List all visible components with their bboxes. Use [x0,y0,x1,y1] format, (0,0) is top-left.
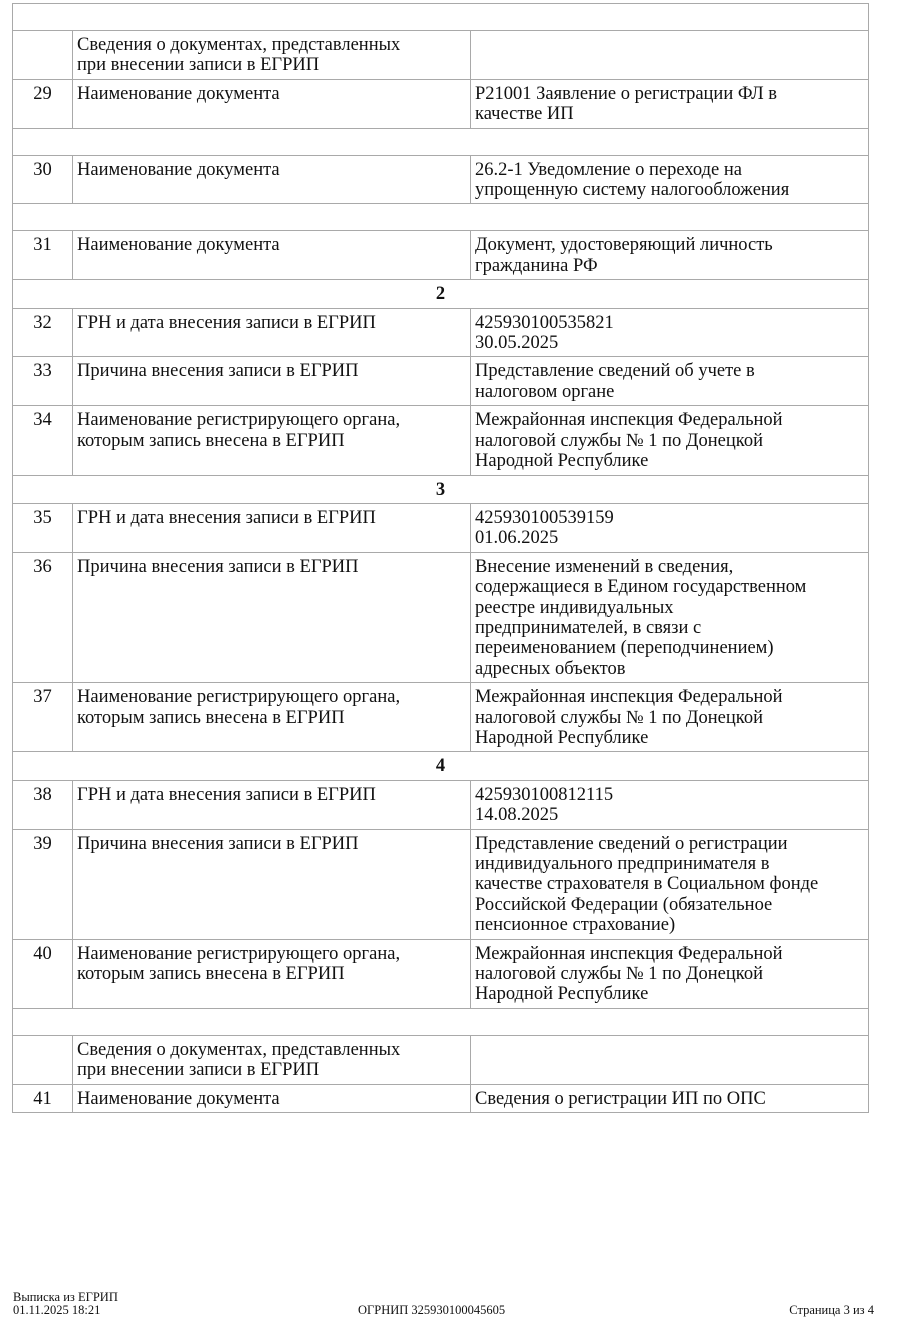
row-number [13,1035,73,1084]
field-value: 425930100812115 14.08.2025 [471,780,869,829]
table-row [13,683,869,752]
field-label: Сведения о документах, представленных при внесении записи в ЕГРИП [73,1035,471,1084]
field-label: Наименование регистрирующего органа, которым запись внесена в ЕГРИП [73,683,471,752]
field-label: Наименование регистрирующего органа, которым запись внесена в ЕГРИП [73,939,471,1008]
row-number: 40 [13,939,73,1008]
field-value: Межрайонная инспекция Федеральной налоговой службы № 1 по Донецкой Народной Республике [471,406,869,475]
row-number: 33 [13,357,73,406]
field-label: Сведения о документах, представленных при внесении записи в ЕГРИП [73,31,471,80]
field-value: Внесение изменений в сведения, содержащиеся в Едином государственном реестре индивидуальных предпринимателей, в связи с переименованием (переподчинением) адресных объектов [471,552,869,682]
field-value: Представление сведений о регистрации индивидуального предпринимателя в качестве страхователя в Социальном фонде Российской Федерации (обязательное пенсионное страхование) [471,829,869,939]
field-label: ГРН и дата внесения записи в ЕГРИП [73,503,471,552]
row-number: 41 [13,1084,73,1112]
row-number: 29 [13,79,73,128]
row-number: 36 [13,552,73,682]
footer-left [13,1291,118,1317]
row-number: 34 [13,406,73,475]
spacer-cell [13,1008,869,1035]
egrip-records-table [12,3,869,1113]
field-value: Межрайонная инспекция Федеральной налоговой службы № 1 по Донецкой Народной Республике [471,939,869,1008]
field-label: Причина внесения записи в ЕГРИП [73,829,471,939]
field-label: Причина внесения записи в ЕГРИП [73,552,471,682]
table-row [13,503,869,552]
field-label: ГРН и дата внесения записи в ЕГРИП [73,780,471,829]
section-number: 3 [13,475,869,503]
field-value: Документ, удостоверяющий личность гражданина РФ [471,231,869,280]
table-row [13,1035,869,1084]
field-value: 425930100535821 30.05.2025 [471,308,869,357]
section-header-row [13,752,869,780]
section-number: 4 [13,752,869,780]
row-number: 37 [13,683,73,752]
table-row [13,939,869,1008]
field-value: 425930100539159 01.06.2025 [471,503,869,552]
table-row [13,155,869,204]
field-label: Причина внесения записи в ЕГРИП [73,357,471,406]
field-value [471,1035,869,1084]
spacer-cell [13,4,869,31]
field-value: Р21001 Заявление о регистрации ФЛ в качестве ИП [471,79,869,128]
field-label: Наименование документа [73,79,471,128]
table-row [13,552,869,682]
field-value: Межрайонная инспекция Федеральной налоговой службы № 1 по Донецкой Народной Республике [471,683,869,752]
table-row [13,780,869,829]
spacer-cell [13,128,869,155]
row-number: 32 [13,308,73,357]
spacer-row [13,4,869,31]
table-row [13,31,869,80]
row-number: 30 [13,155,73,204]
table-row [13,79,869,128]
field-label: Наименование документа [73,1084,471,1112]
field-value: Сведения о регистрации ИП по ОПС [471,1084,869,1112]
footer-datetime: 01.11.2025 18:21 [13,1303,101,1317]
row-number: 31 [13,231,73,280]
section-header-row [13,280,869,308]
spacer-cell [13,204,869,231]
spacer-row [13,128,869,155]
table-row [13,406,869,475]
field-value: 26.2-1 Уведомление о переходе на упрощенную систему налогообложения [471,155,869,204]
field-label: Наименование документа [73,231,471,280]
field-value: Представление сведений об учете в налоговом органе [471,357,869,406]
table-row [13,829,869,939]
section-number: 2 [13,280,869,308]
table-row [13,231,869,280]
field-label: Наименование регистрирующего органа, которым запись внесена в ЕГРИП [73,406,471,475]
section-header-row [13,475,869,503]
footer-page-number: Страница 3 из 4 [789,1303,874,1317]
row-number: 39 [13,829,73,939]
field-value [471,31,869,80]
footer-ogrnip: ОГРНИП 325930100045605 [358,1303,506,1317]
footer-doc-title: Выписка из ЕГРИП [13,1290,118,1304]
table-row [13,357,869,406]
spacer-row [13,204,869,231]
field-label: ГРН и дата внесения записи в ЕГРИП [73,308,471,357]
table-row [13,308,869,357]
table-row [13,1084,869,1112]
row-number: 35 [13,503,73,552]
row-number: 38 [13,780,73,829]
spacer-row [13,1008,869,1035]
field-label: Наименование документа [73,155,471,204]
row-number [13,31,73,80]
